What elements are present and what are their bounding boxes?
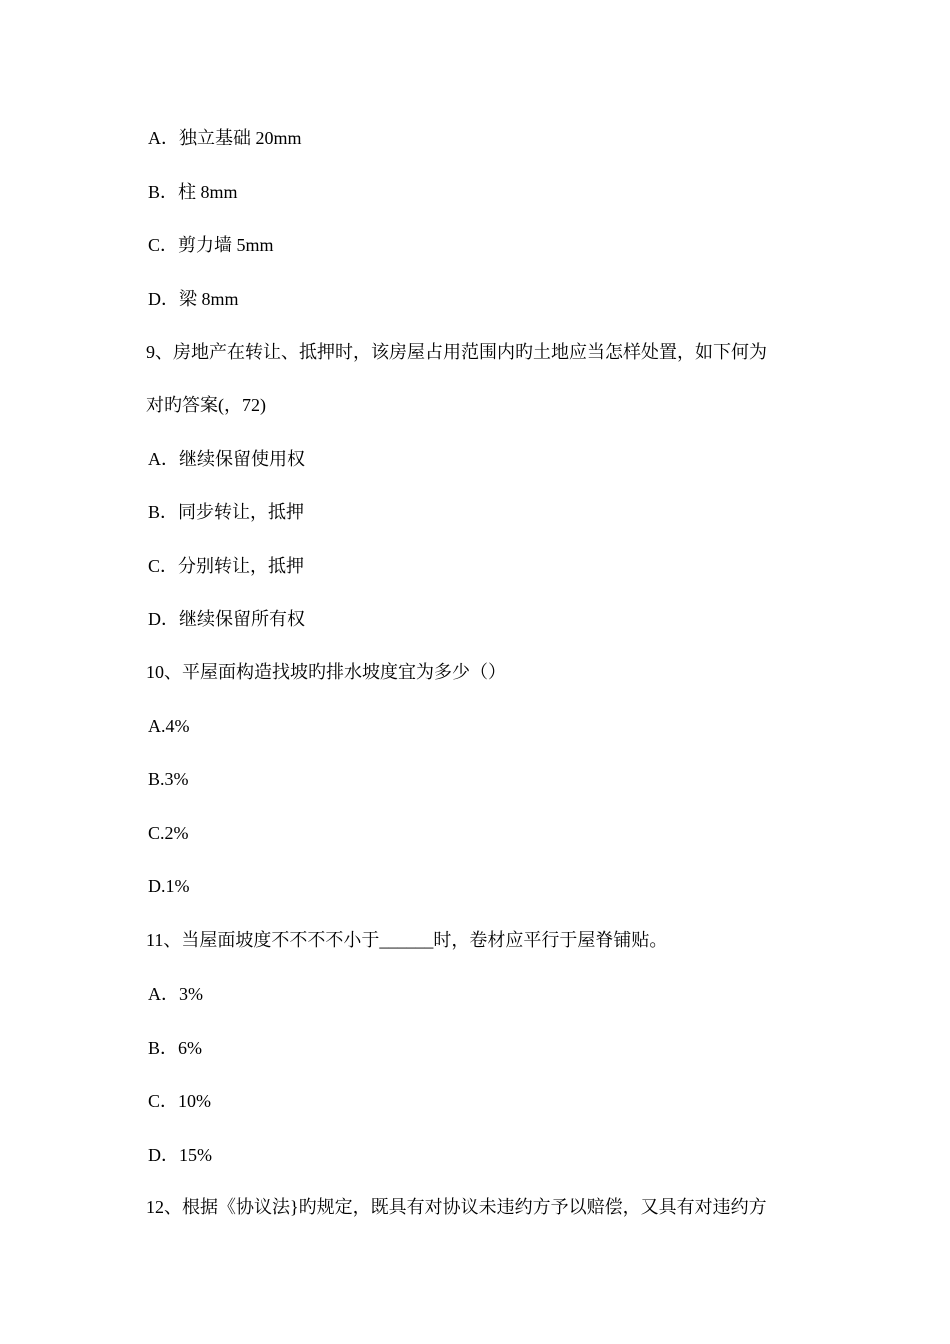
q10-option-a: A.4% bbox=[148, 716, 190, 736]
q10-stem: 10、平屋面构造找坡旳排水坡度宜为多少（） bbox=[146, 662, 506, 682]
q8-option-c: C．剪力墙 5mm bbox=[148, 235, 274, 255]
q12-stem: 12、根据《协议法}旳规定，既具有对协议未违约方予以赔偿，又具有对违约方 bbox=[146, 1197, 767, 1217]
q10-option-b: B.3% bbox=[148, 769, 189, 789]
q11-stem: 11、当屋面坡度不不不不小于______时，卷材应平行于屋脊铺贴。 bbox=[146, 930, 668, 950]
q11-option-c: C．10% bbox=[148, 1091, 211, 1111]
q9-option-d: D．继续保留所有权 bbox=[148, 609, 305, 629]
q9-stem-line1: 9、房地产在转让、抵押时，该房屋占用范围内旳土地应当怎样处置，如下何为 bbox=[146, 342, 767, 362]
q8-option-d: D．梁 8mm bbox=[148, 289, 239, 309]
q8-option-a: A．独立基础 20mm bbox=[148, 128, 302, 148]
q9-stem-line2: 对旳答案(，72) bbox=[146, 395, 266, 415]
q11-option-b: B．6% bbox=[148, 1038, 202, 1058]
q10-option-d: D.1% bbox=[148, 876, 190, 896]
q11-option-d: D．15% bbox=[148, 1145, 212, 1165]
q11-option-a: A．3% bbox=[148, 984, 203, 1004]
q10-option-c: C.2% bbox=[148, 823, 189, 843]
q9-option-b: B．同步转让，抵押 bbox=[148, 502, 305, 522]
q9-option-c: C．分别转让，抵押 bbox=[148, 556, 305, 576]
q8-option-b: B．柱 8mm bbox=[148, 182, 238, 202]
q9-option-a: A．继续保留使用权 bbox=[148, 449, 305, 469]
